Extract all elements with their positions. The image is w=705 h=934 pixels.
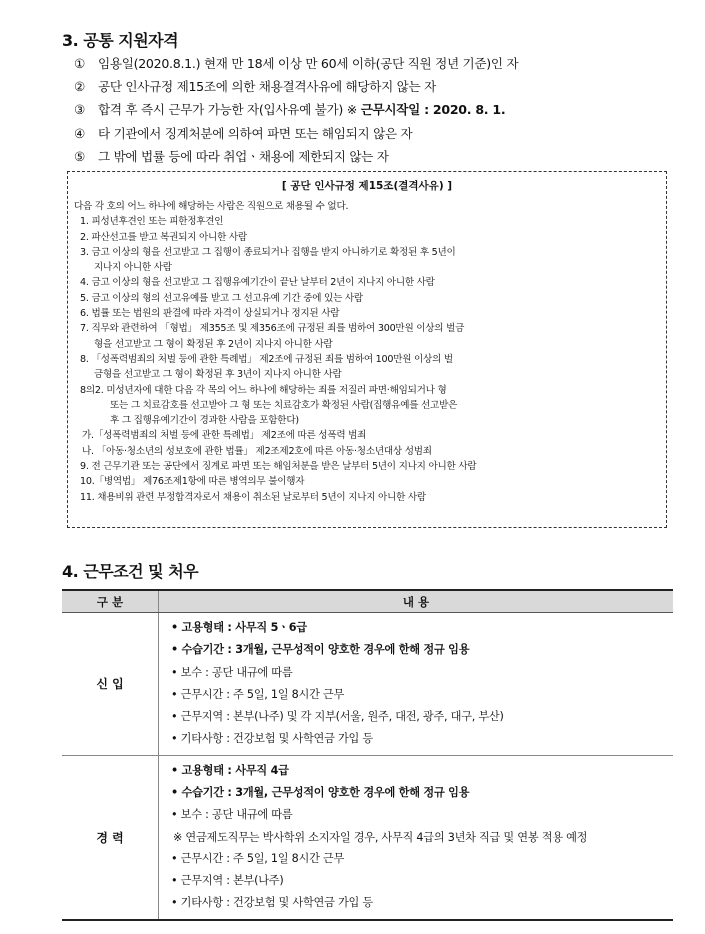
- regulation-subitem: 가.「성폭력범죄의 처벌 등에 관한 특례법」 제2조에 따른 성폭력 범죄: [82, 430, 367, 442]
- regulation-line: 3. 금고 이상의 형을 선고받고 그 집행이 종료되거나 집행을 받지 아니하기로 확정된 후 5년이: [80, 246, 456, 258]
- probation-period: • 수습기간 : 3개월, 근무성적이 양호한 경우에 한해 정규 임용: [171, 643, 470, 657]
- regulation-title: [ 공단 인사규정 제15조(결격사유) ]: [281, 180, 453, 192]
- other-matters: • 기타사항 : 건강보험 및 사학연금 가입 등: [171, 896, 373, 909]
- regulation-line: 5. 금고 이상의 형의 선고유예를 받고 그 선고유예 기간 중에 있는 사람: [80, 292, 363, 304]
- working-hours: • 근무시간 : 주 5일, 1일 8시간 근무: [171, 852, 344, 865]
- regulation-line: 1. 피성년후견인 또는 피한정후견인: [80, 216, 224, 228]
- regulation-line-continuation: 형을 선고받고 그 형이 확정된 후 2년이 지나지 아니한 사람: [94, 338, 333, 350]
- salary: • 보수 : 공단 내규에 따름: [171, 666, 292, 679]
- pension-note: ※ 연금제도직무는 박사학위 소지자일 경우, 사무직 4급의 3년차 직급 및 연봉 적용 예정: [173, 830, 588, 844]
- table-row: [62, 755, 673, 919]
- header-category: 구 분: [62, 590, 159, 613]
- qualification-item: [74, 145, 674, 168]
- item-number: ①: [74, 56, 85, 71]
- regulation-line: 11. 채용비위 관련 부정합격자로서 채용이 취소된 날로부터 5년이 지나지 아니한 사람: [80, 491, 426, 503]
- item-number: ⑤: [74, 148, 85, 164]
- table-row: [62, 613, 673, 756]
- qualification-item: [74, 122, 674, 145]
- item-text: 임용일(2020.8.1.) 현재 만 18세 이상 만 60세 이하(공단 직원 정년 기준)인 자: [98, 56, 519, 71]
- regulation-line: 9. 전 근무기관 또는 공단에서 징계로 파면 또는 해임처분을 받은 날부터 5년이 지나지 아니한 사람: [80, 461, 477, 473]
- other-matters: • 기타사항 : 건강보험 및 사학연금 가입 등: [171, 732, 373, 745]
- employment-type: • 고용형태 : 사무직 4급: [171, 763, 289, 777]
- regulation-line: 8의2. 미성년자에 대한 다음 각 목의 어느 하나에 해당하는 죄를 저질러 파면·해임되거나 형: [80, 384, 447, 396]
- work-location: • 근무지역 : 본부(나주) 및 각 지부(서울, 원주, 대전, 광주, 대구, 부산): [171, 710, 504, 723]
- regulation-line: 10.「병역법」 제76조제1항에 따른 병역의무 불이행자: [80, 476, 305, 488]
- regulation-intro: 다음 각 호의 어느 하나에 해당하는 사람은 직원으로 채용될 수 없다.: [74, 201, 349, 212]
- row-category: 경 력: [62, 755, 159, 919]
- regulation-line-continuation: 또는 그 치료감호를 선고받아 그 형 또는 치료감호가 확정된 사람(집행유예를 선고받은: [110, 399, 458, 411]
- salary: • 보수 : 공단 내규에 따름: [171, 808, 292, 821]
- work-location: • 근무지역 : 본부(나주): [171, 874, 283, 887]
- qualification-list: [74, 52, 674, 168]
- row-category: 신 입: [62, 613, 159, 756]
- item-number: ③: [74, 102, 85, 118]
- item-text: 합격 후 즉시 근무가 가능한 자(입사유예 불가) ※: [98, 102, 361, 118]
- regulation-lines: [74, 199, 662, 505]
- regulation-line: 8. 「성폭력범죄의 처벌 등에 관한 특례법」 제2조에 규정된 죄를 범하여 100만원 이상의 벌: [80, 353, 453, 365]
- item-text: 타 기관에서 징계처분에 의하여 파면 또는 해임되지 않은 자: [98, 125, 413, 141]
- regulation-line: 6. 법률 또는 법원의 판결에 따라 자격이 상실되거나 정지된 사람: [80, 308, 340, 320]
- regulation-line-continuation: 후 그 집행유예기간이 경과한 사람을 포함한다): [110, 415, 299, 427]
- header-content: 내 용: [159, 590, 674, 613]
- regulation-subitem: 나. 「아동·청소년의 성보호에 관한 법률」 제2조제2호에 따른 아동·청소년대상 성범죄: [82, 445, 432, 457]
- section-3-title: 3. 공통 지원자격: [62, 31, 179, 50]
- row-content: [159, 613, 674, 756]
- qualification-item: [74, 52, 674, 75]
- item-text: 그 밖에 법률 등에 따라 취업ㆍ채용에 제한되지 않는 자: [98, 148, 389, 164]
- regulation-line-continuation: 금형을 선고받고 그 형이 확정된 후 3년이 지나지 아니한 사람: [94, 369, 342, 381]
- regulation-line: 7. 직무와 관련하여 「형법」 제355조 및 제356조에 규정된 죄를 범하여 300만원 이상의 벌금: [80, 323, 465, 335]
- table-header-row: [62, 590, 673, 613]
- item-number: ②: [74, 79, 85, 95]
- probation-period: • 수습기간 : 3개월, 근무성적이 양호한 경우에 한해 정규 임용: [171, 786, 470, 800]
- qualification-item: [74, 98, 674, 121]
- regulation-line: 4. 금고 이상의 형을 선고받고 그 집행유예기간이 끝난 날부터 2년이 지나지 아니한 사람: [80, 277, 435, 289]
- work-start-date: 근무시작일 : 2020. 8. 1.: [360, 102, 506, 118]
- section-4-title: 4. 근무조건 및 처우: [62, 562, 199, 581]
- item-number: ④: [74, 125, 85, 141]
- item-text: 공단 인사규정 제15조에 의한 채용결격사유에 해당하지 않는 자: [98, 79, 436, 95]
- regulation-line: 2. 파산선고를 받고 복권되지 아니한 사람: [80, 231, 247, 243]
- employment-type: • 고용형태 : 사무직 5ㆍ6급: [171, 621, 307, 634]
- regulation-line-continuation: 지나지 아니한 사람: [94, 262, 172, 274]
- working-hours: • 근무시간 : 주 5일, 1일 8시간 근무: [171, 688, 344, 701]
- qualification-item: [74, 75, 674, 98]
- work-conditions-table: [62, 589, 673, 921]
- row-content: [159, 755, 674, 919]
- regulation-box: [67, 171, 667, 528]
